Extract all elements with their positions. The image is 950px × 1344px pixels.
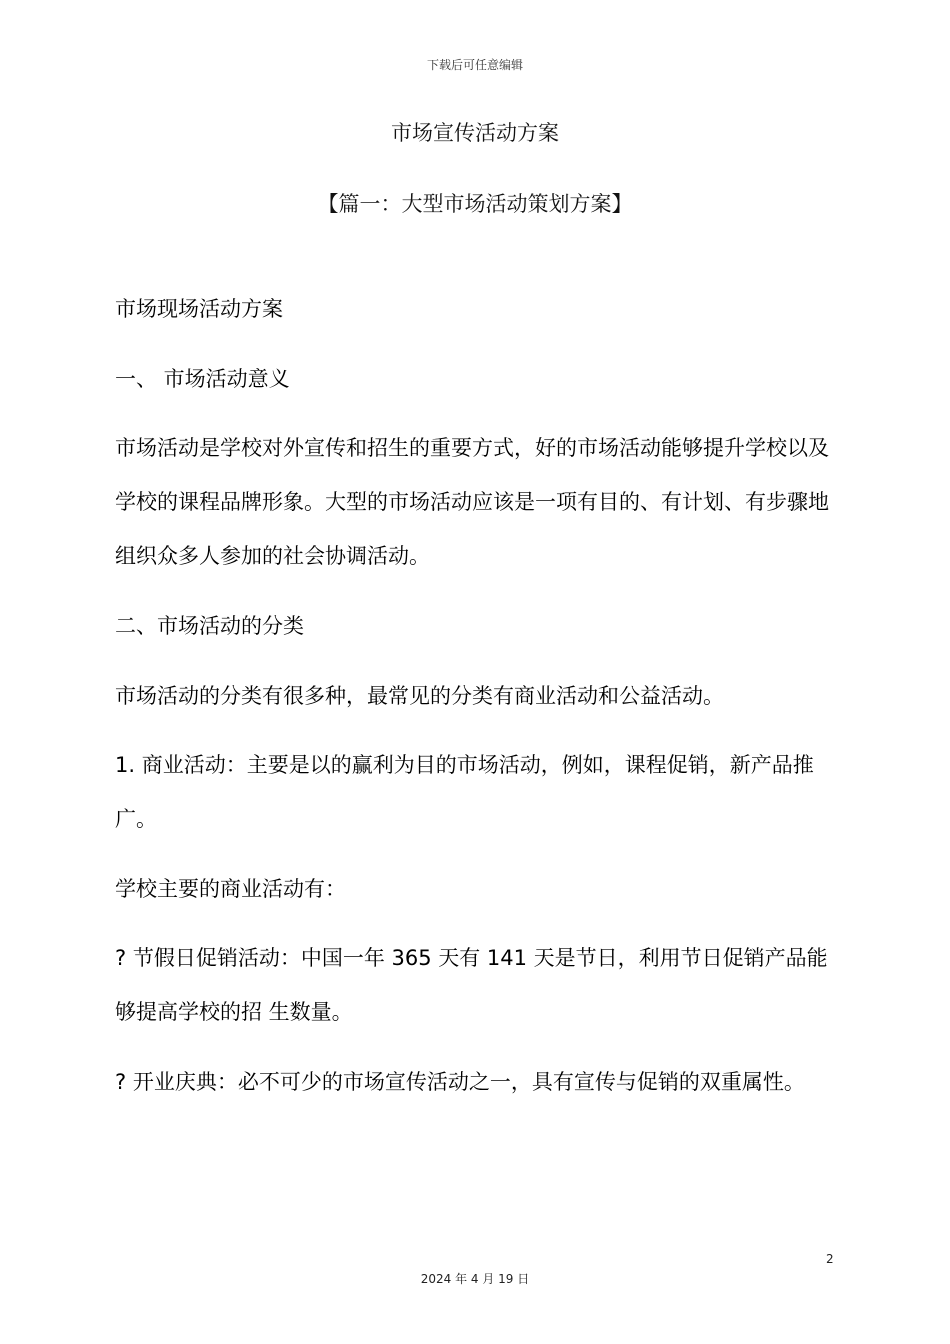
footer-date: 2024 年 4 月 19 日 bbox=[420, 1272, 530, 1286]
paragraph-classification: 市场活动的分类有很多种，最常见的分类有商业活动和公益活动。 bbox=[115, 684, 724, 708]
page-number: 2 bbox=[826, 1252, 834, 1266]
header-note: 下载后可任意编辑 bbox=[426, 58, 523, 72]
document-subtitle: 【篇一：大型市场活动策划方案】 bbox=[317, 192, 633, 216]
document-title: 市场宣传活动方案 bbox=[391, 121, 559, 145]
section-heading-significance: 一、 市场活动意义 bbox=[115, 367, 290, 391]
paragraph-significance: 市场活动是学校对外宣传和招生的重要方式，好的市场活动能够提升学校以及学校的课程品牌形象。大型的市场活动应该是一项有目的、有计划、有步骤地组织众多人参加的社会协调活动。 bbox=[115, 436, 829, 568]
list-item-holiday-promotion: ? 节假日促销活动：中国一年 365 天有 141 天是节日，利用节日促销产品能够提高学校的招 生数量。 bbox=[115, 946, 828, 1024]
paragraph-school-activities: 学校主要的商业活动有： bbox=[115, 877, 346, 901]
section-heading-plan: 市场现场活动方案 bbox=[115, 297, 283, 321]
section-heading-classification: 二、市场活动的分类 bbox=[115, 614, 304, 638]
list-item-opening-ceremony: ? 开业庆典：必不可少的市场宣传活动之一，具有宣传与促销的双重属性。 bbox=[115, 1070, 805, 1094]
paragraph-commercial-activity: 1. 商业活动：主要是以的赢利为目的市场活动，例如，课程促销，新产品推广。 bbox=[115, 753, 814, 831]
